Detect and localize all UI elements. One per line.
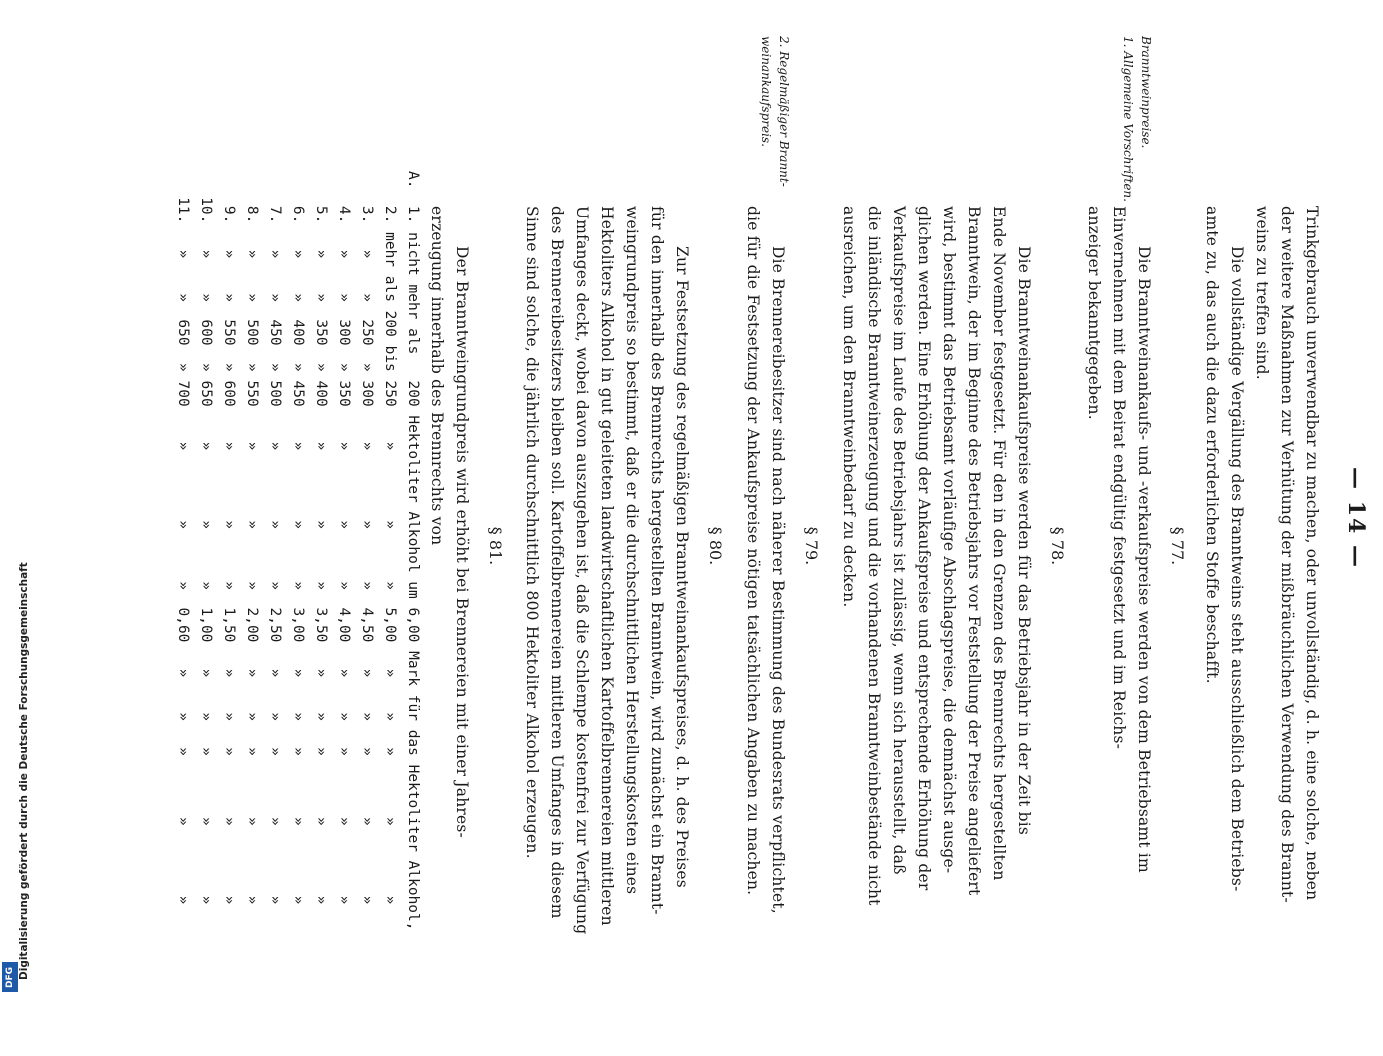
text-line: der weitere Maßnahmen zur Verhütung der mißbräuchlichen Verwendung des Brannt- [1278,206,1296,903]
margin-note: 2. Regelmäßiger Brannt- [777,36,791,187]
text-line: Die Brennereibesitzer sind nach näherer Bestimmung des Bundesrats verpflichtet, [769,246,787,914]
text-line: die für die Festsetzung der Ankaufspreise nötigen tatsächlichen Angaben zu machen. [744,206,762,896]
text-line: Die vollständige Vergällung des Branntweins steht ausschließlich dem Betriebs- [1228,246,1246,892]
text-line: Sinne sind solche, die jährlich durchschnittlich 800 Hektoliter Alkohol erzeugen. [523,206,541,859]
section-heading-81: § 81. [486,526,505,566]
scanned-page [140,0,1383,1000]
text-line: Branntwein, der im Beginne des Betriebsjahrs vor Feststellung der Preise angeliefert [965,206,983,896]
section-heading-79: § 79. [802,526,821,566]
table-row: 11. » » 650 » 700 » » » 0,60 » » » » » [175,171,191,905]
text-line: amte zu, das auch die dazu erforderlichen Stoffe beschafft. [1203,206,1221,684]
table-row: 3. » » 250 » 300 » » » 4,50 » » » » » [359,171,375,905]
table-row: 9. » » 550 » 600 » » » 1,50 » » » » » [221,171,237,905]
text-line: wird, bestimmt das Betriebsamt vorläufige Abschlagspreise, die demnächst ausge- [940,206,958,874]
margin-note: Branntweinpreise. [1139,36,1153,149]
text-line: weins zu treffen sind. [1253,206,1271,380]
credit-text: Digitalisierung gefördert durch die Deutsche Forschungsgemeinschaft [18,562,30,980]
table-row: 7. » » 450 » 500 » » » 2,50 » » » » » [267,171,283,905]
margin-note: 1. Allgemeine Vorschriften. [1121,36,1135,202]
credit-strip [0,0,30,1000]
text-line: Verkaufspreise im Laufe des Betriebsjahrs ist zulässig, wenn sich herausstellt, daß [890,206,908,875]
table-row: 8. » » 500 » 550 » » » 2,00 » » » » » [244,171,260,905]
text-line: Die Branntweinankaufs- und -verkaufspreise werden von dem Betriebsamt im [1135,246,1153,873]
text-line: Trinkgebrauch unverwendbar zu machen, oder unvollständig, d. h. eine solche, neben [1303,206,1321,901]
text-line: anzeiger bekanntgegeben. [1085,206,1103,420]
text-line: Ende November festgesetzt. Für den in den Grenzen des Brennrechts hergestellten [990,206,1008,881]
text-line: Der Branntweingrundpreis wird erhöht bei Brennereien mit einer Jahres- [453,246,471,838]
text-line: Hektoliters Alkohol in gut geleiteten landwirtschaftlichen Kartoffelbrennereien mittleren [598,206,616,926]
text-line: glichen werden. Eine Erhöhung der Ankaufspreise und entsprechende Erhöhung der [915,206,933,891]
section-heading-80: § 80. [706,526,725,566]
text-line: Einvernehmen mit dem Beirat endgültig festgesetzt und im Reichs- [1110,206,1128,750]
text-line: Umfanges deckt, wobei davon auszugehen ist, daß die Schlempe kostenfrei zur Verfügung [573,206,591,935]
dfg-logo: DFG [2,962,18,992]
table-row: 4. » » 300 » 350 » » » 4,00 » » » » » [336,171,352,905]
table-row: 10. » » 600 » 650 » » » 1,00 » » » » » [198,171,214,905]
text-line: weingrundpreis so bestimmt, daß er die durchschnittlichen Herstellungskosten eines [623,206,641,895]
text-line: des Brennereibesitzers bleiben soll. Kartoffelbrennereien mittleren Umfanges in diesem [548,206,566,919]
text-line: die inländische Branntweinerzeugung und die vorhandenen Branntweinbestände nicht [865,206,883,906]
margin-note: weinankaufspreis. [759,36,773,147]
text-line: Die Branntweinankaufspreise werden für das Betriebsjahr in der Zeit bis [1015,246,1033,836]
table-row: 5. » » 350 » 400 » » » 3,50 » » » » » [313,171,329,905]
page-body [140,36,1383,1000]
page-number: — 14 — [1343,467,1369,569]
table-row: A. 1. nicht mehr als 200 Hektoliter Alkohol um 6,00 Mark für das Hektoliter Alkohol, [405,171,421,931]
table-row: 6. » » 400 » 450 » » » 3,00 » » » » » [290,171,306,905]
section-heading-78: § 78. [1048,526,1067,566]
text-line: für den innerhalb des Brennrechts hergestellten Branntwein, wird zunächst ein Brannt- [648,206,666,915]
text-line: erzeugung innerhalb des Brennrechts von [428,206,446,546]
text-line: Zur Festsetzung des regelmäßigen Branntweinankaufspreises, d. h. des Preises [673,246,691,888]
text-line: ausreichen, um den Branntweinbedarf zu decken. [840,206,858,608]
section-heading-77: § 77. [1168,526,1187,566]
table-row: 2. mehr als 200 bis 250 » » » 5,00 » » » » » [382,171,398,905]
